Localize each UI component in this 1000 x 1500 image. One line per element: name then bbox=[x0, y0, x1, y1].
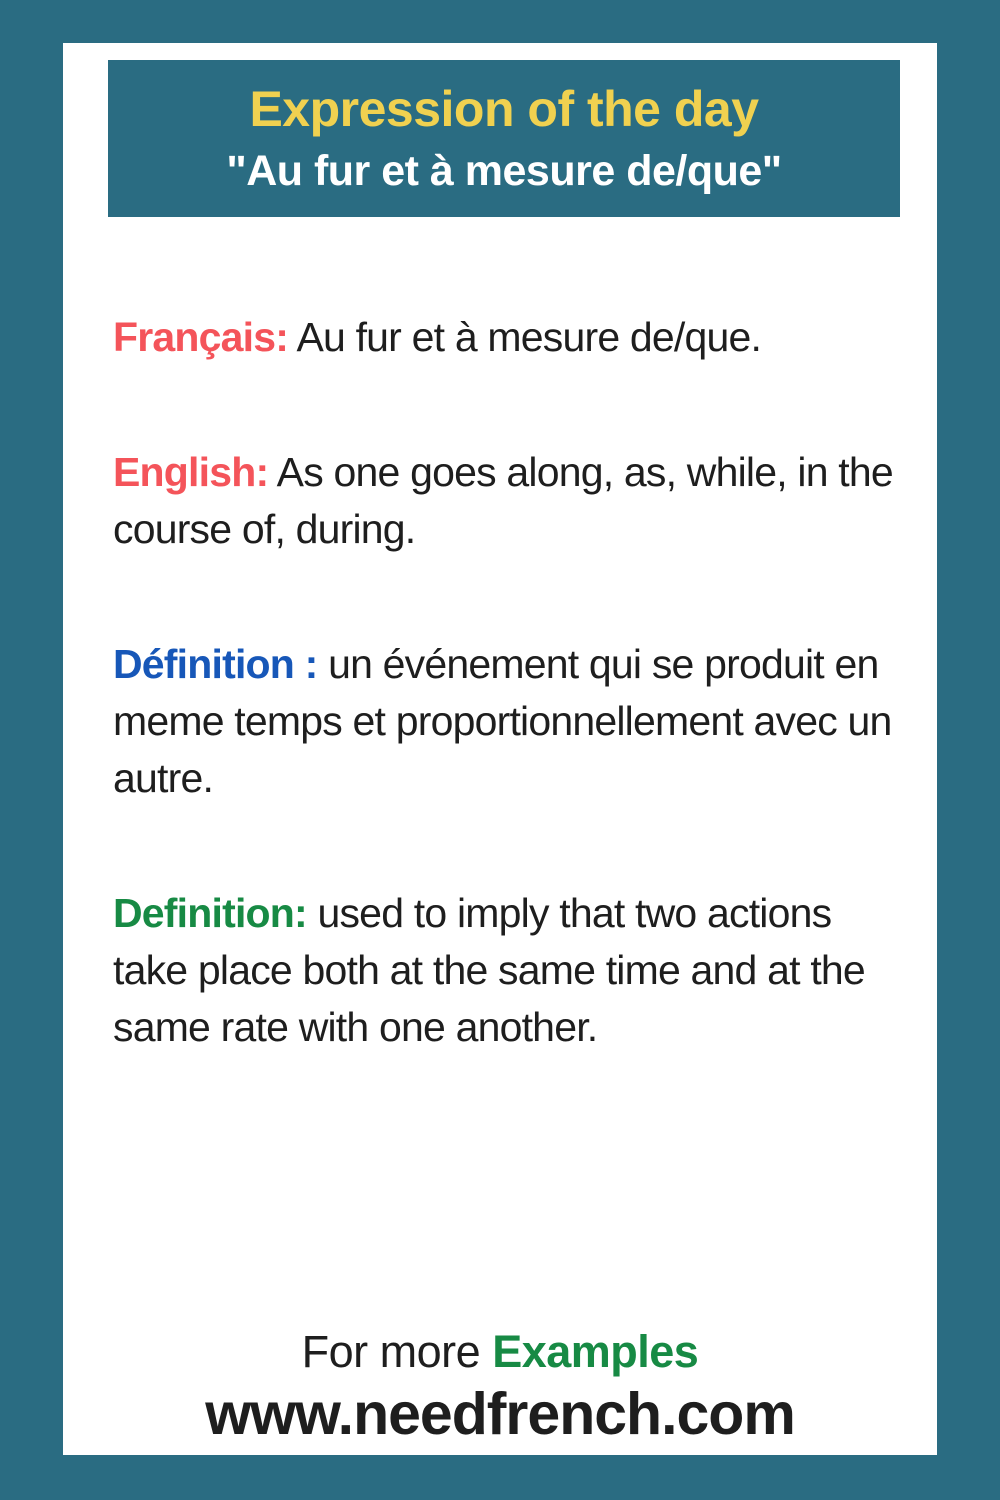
entry-definition-en-text: used to imply that two actions take place both at the same time and at the same rate with one another. bbox=[113, 890, 865, 1050]
definitions-content bbox=[113, 309, 897, 1056]
footer-examples-label: Examples bbox=[492, 1325, 699, 1377]
website-url: www.needfrench.com bbox=[205, 1381, 795, 1448]
expression-subtitle: "Au fur et à mesure de/que" bbox=[226, 146, 782, 195]
entry-definition-fr-text: un événement qui se produit en meme temps et proportionnellement avec un autre. bbox=[113, 641, 892, 801]
flashcard bbox=[63, 43, 937, 1455]
page-title: Expression of the day bbox=[249, 81, 759, 138]
entry-english-text: As one goes along, as, while, in the course of, during. bbox=[113, 449, 893, 552]
entry-francais-label: Français: bbox=[113, 314, 289, 360]
footer bbox=[63, 1324, 937, 1447]
entry-definition-fr-label: Définition : bbox=[113, 641, 318, 687]
entry-francais-text: Au fur et à mesure de/que. bbox=[296, 314, 762, 360]
footer-more-line bbox=[63, 1324, 937, 1380]
entry-definition-fr bbox=[113, 636, 897, 807]
header-banner bbox=[108, 60, 900, 217]
entry-definition-en bbox=[113, 885, 897, 1056]
entry-english bbox=[113, 444, 897, 558]
entry-definition-en-label: Definition: bbox=[113, 890, 307, 936]
footer-more-prefix: For more bbox=[301, 1325, 481, 1377]
entry-english-label: English: bbox=[113, 449, 269, 495]
entry-francais bbox=[113, 309, 897, 366]
